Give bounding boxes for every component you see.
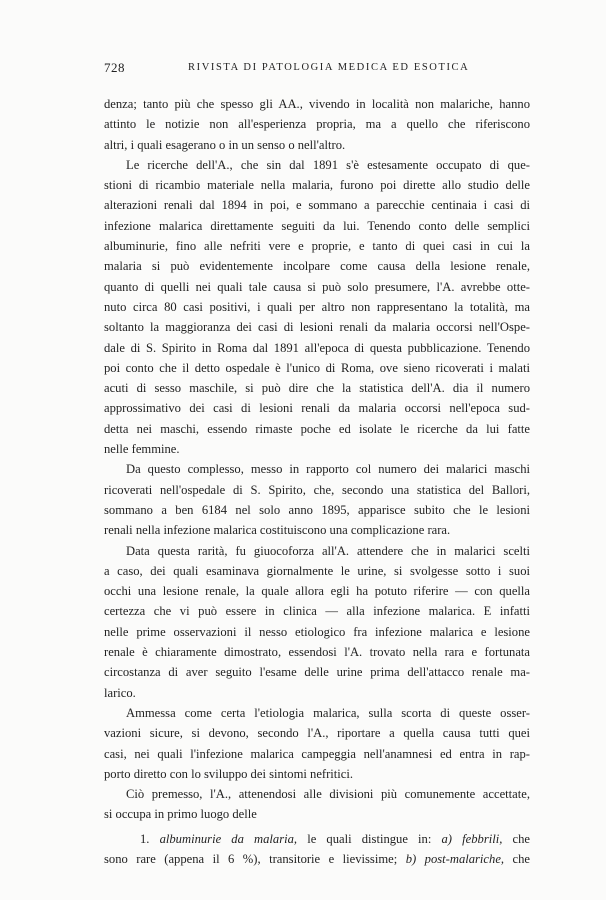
page-number: 728 bbox=[104, 60, 125, 75]
text-line: acuti di sesso maschile, si può dire che la statistica dell'A. dia il numero bbox=[104, 381, 530, 396]
text-line: nuto circa 80 casi positivi, i quali per altro non rappresentano la totalità, ma bbox=[104, 299, 530, 314]
list-number: 1. bbox=[140, 831, 150, 846]
list-term: albuminurie da malaria, bbox=[159, 831, 298, 846]
body-text bbox=[104, 94, 530, 869]
text-line: nelle femmine. bbox=[104, 442, 180, 457]
list-sub-term: febbrili, bbox=[462, 831, 503, 846]
text-line: casi, nei quali l'infezione malarica campeggia nell'anamnesi ed entra in rap- bbox=[104, 746, 530, 761]
text-line: alterazioni renali dal 1894 in poi, e sommano a parecchie centinaia i casi di bbox=[104, 198, 530, 213]
text-line: Le ricerche dell'A., che sin dal 1891 s'è estesamente occupato di que- bbox=[126, 157, 530, 172]
text-line: detta nei maschi, essendo rimaste poche ed isolate le ricerche da lui fatte bbox=[104, 421, 530, 436]
running-title: RIVISTA DI PATOLOGIA MEDICA ED ESOTICA bbox=[188, 62, 470, 73]
text-line: approssimativo dei casi di lesioni renali da malaria occorsi nell'epoca sud- bbox=[104, 401, 530, 416]
list-text: sono rare (appena il 6 %), transitorie e lievissime; bbox=[104, 851, 406, 866]
page-header bbox=[104, 60, 534, 76]
text-line: ricoverati nell'ospedale di S. Spirito, che, secondo una statistica del Ballori, bbox=[104, 482, 530, 497]
list-sub-term: post-malariche, bbox=[424, 851, 505, 866]
paragraph bbox=[104, 155, 530, 459]
paragraph bbox=[104, 784, 530, 825]
text-line: porto diretto con lo sviluppo dei sintomi nefritici. bbox=[104, 766, 354, 781]
text-line: soltanto la maggioranza dei casi di lesioni renali da malaria occorsi nell'Ospe- bbox=[104, 320, 530, 335]
list-text: le quali distingue in: bbox=[297, 831, 442, 846]
paragraph bbox=[104, 541, 530, 703]
text-line: albuminurie, fino alle nefriti vere e proprie, e tanto di quei casi in cui la bbox=[104, 239, 530, 254]
text-line: larico. bbox=[104, 685, 136, 700]
text-line: quanto di quelli nei quali tale causa si può solo presumere, l'A. avrebbe otte- bbox=[104, 279, 530, 294]
text-line: Ciò premesso, l'A., attenendosi alle divisioni più comunemente accettate, bbox=[126, 787, 530, 802]
text-line: certezza che vi può essere in clinica — alla infezione malarica. E infatti bbox=[104, 604, 530, 619]
list-sub-label: b) bbox=[405, 851, 417, 866]
text-line: dale di S. Spirito in Roma dal 1891 all'epoca di questa pubblicazione. Tenendo bbox=[104, 340, 530, 355]
text-line: renali nella infezione malarica costituiscono una complicazione rara. bbox=[104, 523, 451, 538]
paragraph bbox=[104, 459, 530, 540]
list-text: che bbox=[502, 831, 530, 846]
list-text: che bbox=[504, 851, 530, 866]
text-line: attinto le notizie non all'esperienza propria, ma a quello che riferiscono bbox=[104, 117, 530, 132]
text-line: vazioni sicure, si devono, secondo l'A., riportare a quella causa tutti quei bbox=[104, 726, 530, 741]
text-line: poi conto che il detto ospedale è l'unico di Roma, ove sieno ricoverati i malati bbox=[104, 360, 530, 375]
text-line: sommano a ben 6184 nel solo anno 1895, apparisce subito che le lesioni bbox=[104, 502, 530, 517]
text-line: occhi una lesione renale, la quale allora egli ha potuto riferire — con quella bbox=[104, 584, 530, 599]
list-sub-label: a) bbox=[441, 831, 452, 846]
text-line: a caso, dei quali esaminava giornalmente le urine, si svolgesse sotto i suoi bbox=[104, 563, 530, 578]
text-line: altri, i quali esagerano o in un senso o nell'altro. bbox=[104, 137, 346, 152]
text-line: Da questo complesso, messo in rapporto col numero dei malarici maschi bbox=[126, 462, 530, 477]
paragraph bbox=[104, 703, 530, 784]
list-item-line bbox=[104, 829, 530, 849]
text-line: malaria si può evidentemente incolpare come causa della lesione renale, bbox=[104, 259, 530, 274]
text-line: renale è chiaramente dimostrato, essendosi l'A. trovato nella rara e fortunata bbox=[104, 645, 530, 660]
text-line: infezione malarica direttamente seguiti da lui. Tenendo conto delle semplici bbox=[104, 218, 530, 233]
text-line: Ammessa come certa l'etiologia malarica, sulla scorta di queste osser- bbox=[126, 705, 530, 720]
text-line: stioni di ricambio materiale nella malaria, furono poi dirette allo studio delle bbox=[104, 178, 530, 193]
paragraph bbox=[104, 94, 530, 155]
text-line: nelle prime osservazioni il nesso etiologico fra infezione malarica e lesione bbox=[104, 624, 530, 639]
text-line: circostanza di aver seguito l'esame delle urine prima dell'attacco renale ma- bbox=[104, 665, 530, 680]
text-line: Data questa rarità, fu giuocoforza all'A. attendere che in malarici scelti bbox=[126, 543, 530, 558]
text-line: denza; tanto più che spesso gli AA., vivendo in località non malariche, hanno bbox=[104, 97, 530, 111]
text-line: si occupa in primo luogo delle bbox=[104, 807, 257, 822]
list-item-line bbox=[104, 849, 530, 869]
